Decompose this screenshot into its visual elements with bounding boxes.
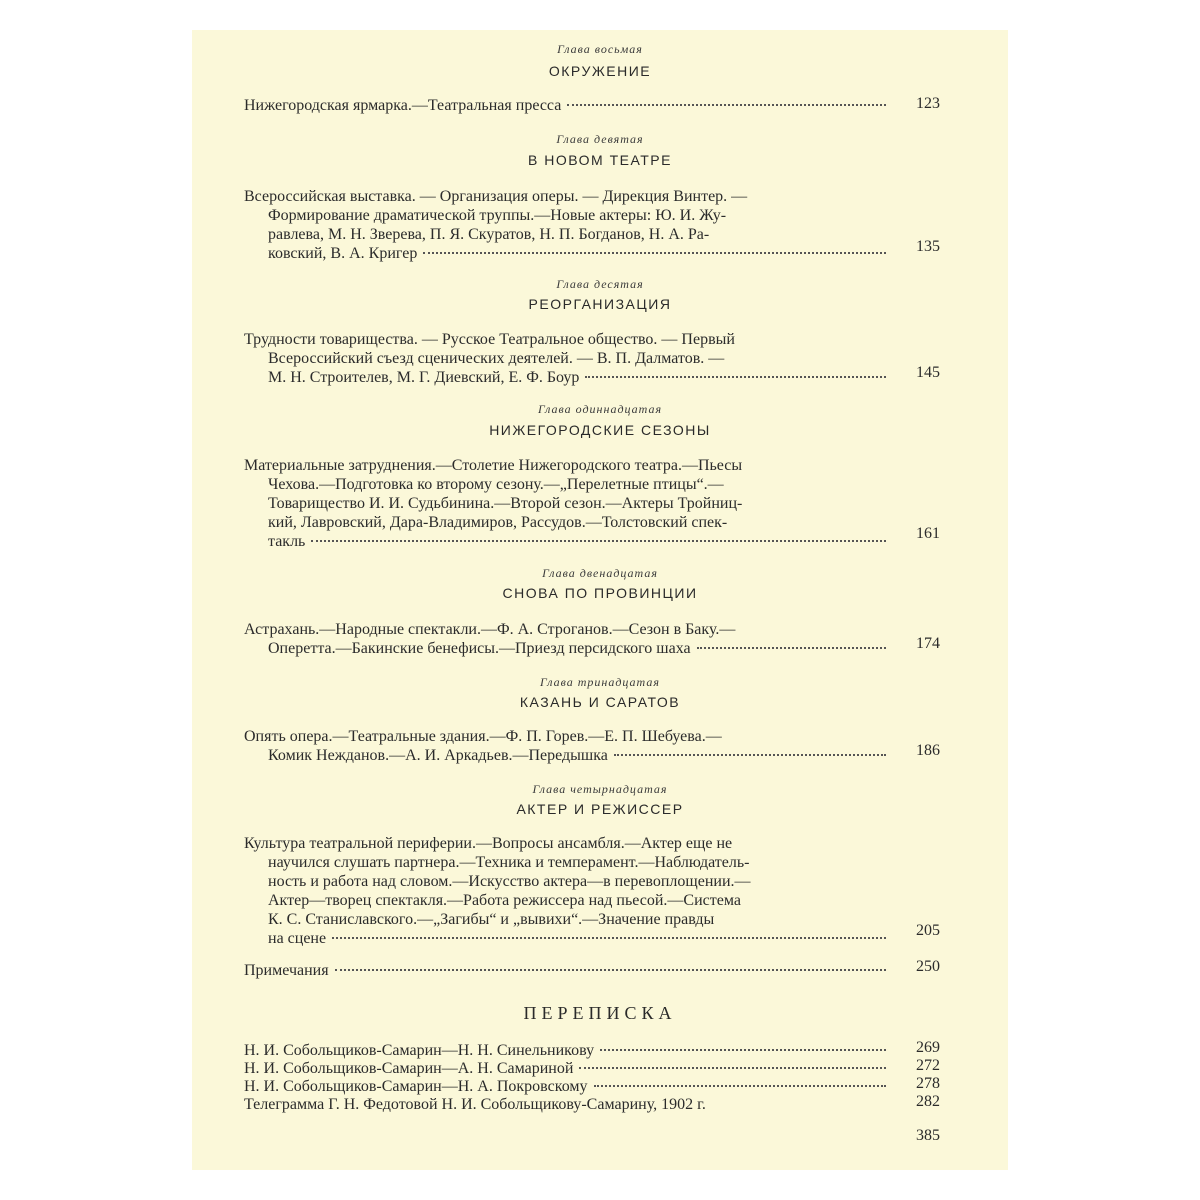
chapter-label: Глава четырнадцатая — [532, 782, 668, 796]
entry-line: Трудности товарищества. — Русское Театральное общество. — Первый — [244, 331, 735, 348]
entry-line: Актер—творец спектакля.—Работа режиссера над пьесой.—Система — [268, 892, 741, 909]
entry-line: Чехова.—Подготовка ко второму сезону.—„Перелетные птицы“.— — [268, 476, 724, 493]
entry-line: ность и работа над словом.—Искусство актера—в перевоплощении.— — [268, 873, 751, 890]
chapter-entry — [244, 96, 886, 115]
chapter-title: ОКРУЖЕНИЕ — [548, 63, 652, 79]
entry-line: Комик Нежданов.—А. И. Аркадьев.—Передышка — [268, 747, 608, 764]
page-number: 269 — [916, 1039, 940, 1056]
page-number: 135 — [916, 238, 940, 255]
entry-line: Формирование драматической труппы.—Новые актеры: Ю. И. Жу- — [268, 207, 727, 224]
dot-leader — [594, 1085, 886, 1087]
correspondence-item — [244, 1096, 886, 1113]
entry-line: Оперетта.—Бакинские бенефисы.—Приезд персидского шаха — [268, 640, 691, 657]
page-number: 278 — [916, 1075, 940, 1092]
page-number: 161 — [916, 525, 940, 542]
page-number: 123 — [916, 95, 940, 112]
dot-leader — [600, 1049, 886, 1051]
dot-leader — [567, 104, 886, 106]
entry-line: Нижегородская ярмарка.—Театральная пресса — [244, 97, 562, 114]
entry-line: Материальные затруднения.—Столетие Нижегородского театра.—Пьесы — [244, 457, 743, 474]
correspondence-text: Н. И. Собольщиков-Самарин—Н. А. Покровскому — [244, 1078, 588, 1095]
chapter-entry — [244, 187, 886, 263]
chapter-entry — [244, 727, 886, 765]
correspondence-text: Н. И. Собольщиков-Самарин—Н. Н. Синельникову — [244, 1042, 595, 1059]
chapter-label: Глава одиннадцатая — [537, 402, 663, 416]
correspondence-item — [244, 1042, 886, 1059]
correspondence-item — [244, 1078, 886, 1095]
entry-line: на сцене — [268, 930, 327, 947]
page-number: 282 — [916, 1093, 940, 1110]
page-number: 250 — [916, 958, 940, 975]
entry-line: научился слушать партнера.—Техника и темперамент.—Наблюдатель- — [268, 854, 750, 871]
correspondence-text: Телеграмма Г. Н. Федотовой Н. И. Собольщикову-Самарину, 1902 г. — [244, 1096, 706, 1113]
entry-line: Всероссийская выставка. — Организация оперы. — Дирекция Винтер. — — [244, 188, 748, 205]
correspondence-text: Н. И. Собольщиков-Самарин—А. Н. Самариной — [244, 1060, 574, 1077]
entry-line: ковский, В. А. Кригер — [268, 245, 418, 262]
entry-line: Культура театральной периферии.—Вопросы ансамбля.—Актер еще не — [244, 835, 733, 852]
chapter-label: Глава двенадцатая — [542, 566, 658, 580]
entry-line: Астрахань.—Народные спектакли.—Ф. А. Строганов.—Сезон в Баку.— — [244, 621, 736, 638]
entry-line: такль — [268, 533, 306, 550]
chapter-label: Глава тринадцатая — [540, 675, 660, 689]
chapter-entry — [244, 620, 886, 658]
dot-leader — [311, 540, 886, 542]
chapter-label: Глава восьмая — [557, 42, 643, 56]
dot-leader — [335, 969, 886, 971]
notes-label: Примечания — [244, 962, 329, 979]
folio-number: 385 — [916, 1127, 940, 1144]
chapter-entry — [244, 834, 886, 948]
page-number: 186 — [916, 742, 940, 759]
toc-page — [192, 30, 1008, 1170]
entry-line: Опять опера.—Театральные здания.—Ф. П. Горев.—Е. П. Шебуева.— — [244, 728, 722, 745]
entry-line: Товарищество И. И. Судьбинина.—Второй сезон.—Актеры Тройниц- — [268, 495, 743, 512]
dot-leader — [423, 252, 886, 254]
entry-line: Всероссийский съезд сценических деятелей. — В. П. Далматов. — — [268, 350, 725, 367]
chapter-title: КАЗАНЬ И САРАТОВ — [519, 694, 681, 710]
page-number: 145 — [916, 364, 940, 381]
section-title: ПЕРЕПИСКА — [523, 1003, 677, 1023]
chapter-entry — [244, 330, 886, 387]
notes-entry — [244, 961, 886, 980]
chapter-title: СНОВА ПО ПРОВИНЦИИ — [502, 585, 698, 601]
chapter-label: Глава десятая — [556, 277, 644, 291]
chapter-title: НИЖЕГОРОДСКИЕ СЕЗОНЫ — [489, 422, 711, 438]
dot-leader — [697, 647, 886, 649]
dot-leader — [332, 937, 886, 939]
page-number: 174 — [916, 635, 940, 652]
entry-line: кий, Лавровский, Дара-Владимиров, Рассудов.—Толстовский спек- — [268, 514, 728, 531]
page-number: 205 — [916, 922, 940, 939]
dot-leader — [579, 1067, 886, 1069]
entry-line: равлева, М. Н. Зверева, П. Я. Скуратов, Н. П. Богданов, Н. А. Ра- — [268, 226, 710, 243]
page-number: 272 — [916, 1057, 940, 1074]
chapter-title: АКТЕР И РЕЖИССЕР — [516, 801, 684, 817]
entry-line: К. С. Станиславского.—„Загибы“ и „вывихи“.—Значение правды — [268, 911, 715, 928]
chapter-label: Глава девятая — [556, 132, 644, 146]
dot-leader — [585, 376, 886, 378]
entry-line: М. Н. Строителев, М. Г. Диевский, Е. Ф. Боур — [268, 369, 580, 386]
dot-leader — [614, 754, 886, 756]
correspondence-item — [244, 1060, 886, 1077]
chapter-title: РЕОРГАНИЗАЦИЯ — [528, 296, 672, 312]
chapter-title: В НОВОМ ТЕАТРЕ — [528, 152, 672, 168]
chapter-entry — [244, 456, 886, 551]
